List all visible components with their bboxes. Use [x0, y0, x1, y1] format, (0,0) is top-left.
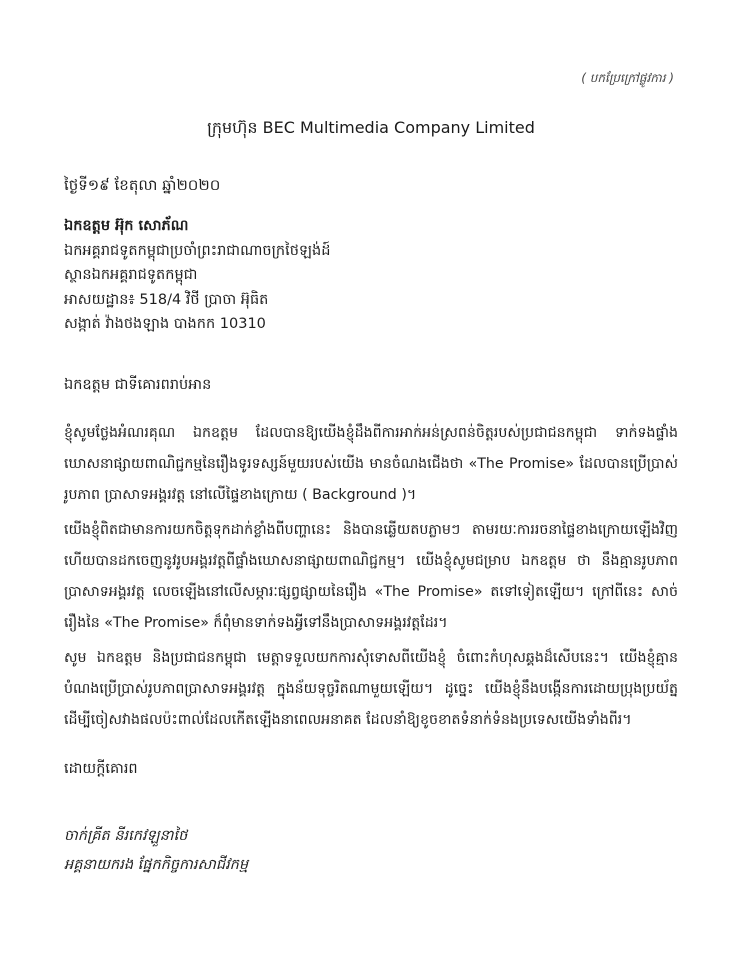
salutation: ឯកឧត្តម ជាទីគោរពរាប់អាន: [64, 377, 212, 393]
letter-date: ថ្ងៃទី១៩ ខែតុលា ឆ្នាំ២០២០: [64, 176, 221, 194]
signatory-name: ចាក់គ្រីត នីរកេវឡួនាថៃ: [64, 828, 188, 844]
company-header: ក្រុមហ៊ុន BEC Multimedia Company Limited: [207, 118, 535, 137]
body-paragraph-2: យើងខ្ញុំពិតជាមានការយកចិត្តទុកដាក់ខ្លាំងពីបញ្ហានេះ និងបានឆ្លើយតបភ្លាមៗ តាមរយៈការរចនាផ្ទៃខាងក្រោយឡើងវិញ ហើយបានដកចេញនូវរូបអង្គរវត្តពីផ្ទាំងឃោសនាផ្សាយពាណិជ្ជកម្ម។ យើងខ្ញុំសូមជម្រាប ឯកឧត្តម ថា នឹងគ្មានរូបភាពប្រាសាទអង្គរវត្ត លេចឡើងនៅលើសម្ភារៈផ្សព្វផ្សាយនៃរឿង «The Promise» តទៅទៀតឡើយ។ ក្រៅពីនេះ សាច់រឿងនៃ «The Promise» ក៏ពុំមានទាក់ទងអ្វីទៅនឹងប្រាសាទអង្គរវត្តដែរ។: [64, 522, 678, 631]
signature-block: [64, 822, 248, 880]
signatory-title: អគ្គនាយករង ផ្នែកកិច្ចការសាជីវកម្ម: [64, 857, 249, 873]
recipient-office: ស្ថានឯកអគ្គរាជទូតកម្ពុជា: [64, 267, 198, 283]
body-paragraph-3: សូម ឯកឧត្តម និងប្រជាជនកម្ពុជា មេត្តាទទួលយកការសុំទោសពីយើងខ្ញុំ ចំពោះកំហុសឆ្គងដ៏សើបនេះ។ យើងខ្ញុំគ្មានបំណងប្រើប្រាស់រូបភាពប្រាសាទអង្គរវត្ត ក្នុងន័យទុច្ចរិតណាមួយឡើយ។ ដូច្នេះ យើងខ្ញុំនឹងបង្កើនការដោយប្រុងប្រយ័ត្ន ដើម្បីចៀសវាងផលប៉ះពាល់ដែលកើតឡើងនាពេលអនាគត ដែលនាំឱ្យខូចខាតទំនាក់ទំនងប្រទេសយើងទាំងពីរ។: [64, 650, 678, 728]
translation-note: ( បកប្រែក្រៅផ្លូវការ ): [581, 71, 674, 85]
body-paragraph-1: ខ្ញុំសូមថ្លែងអំណរគុណ ឯកឧត្តម ដែលបានឱ្យយើងខ្ញុំដឹងពីការអាក់អន់ស្រពន់ចិត្តរបស់ប្រជាជនកម្ពុជា ទាក់ទងផ្ទាំងឃោសនាផ្សាយពាណិជ្ជកម្មនៃរឿងទូរទស្សន៍មួយរបស់យើង មានចំណងជើងថា «The Promise» ដែលបានប្រើប្រាស់រូបភាព ប្រាសាទអង្គរវត្ត នៅលើផ្ទៃខាងក្រោយ ( Background )។: [64, 425, 678, 503]
recipient-name: ឯកឧត្តម អ៊ុក សោភ័ណ: [64, 218, 189, 234]
recipient-city: សង្កាត់ វ៉ាងថងឡាង បាងកក 10310: [64, 316, 266, 332]
recipient-title: ឯកអគ្គរាជទូតកម្ពុជាប្រចាំព្រះរាជាណាចក្រថៃឡង់ដ៍: [64, 242, 331, 259]
recipient-street: អាសយដ្ឋាន៖ 518/4 វិថី ប្រាចា អ៊ុធិត: [64, 291, 269, 308]
closing: ដោយក្តីគោរព: [64, 761, 138, 777]
recipient-address: [64, 214, 330, 337]
